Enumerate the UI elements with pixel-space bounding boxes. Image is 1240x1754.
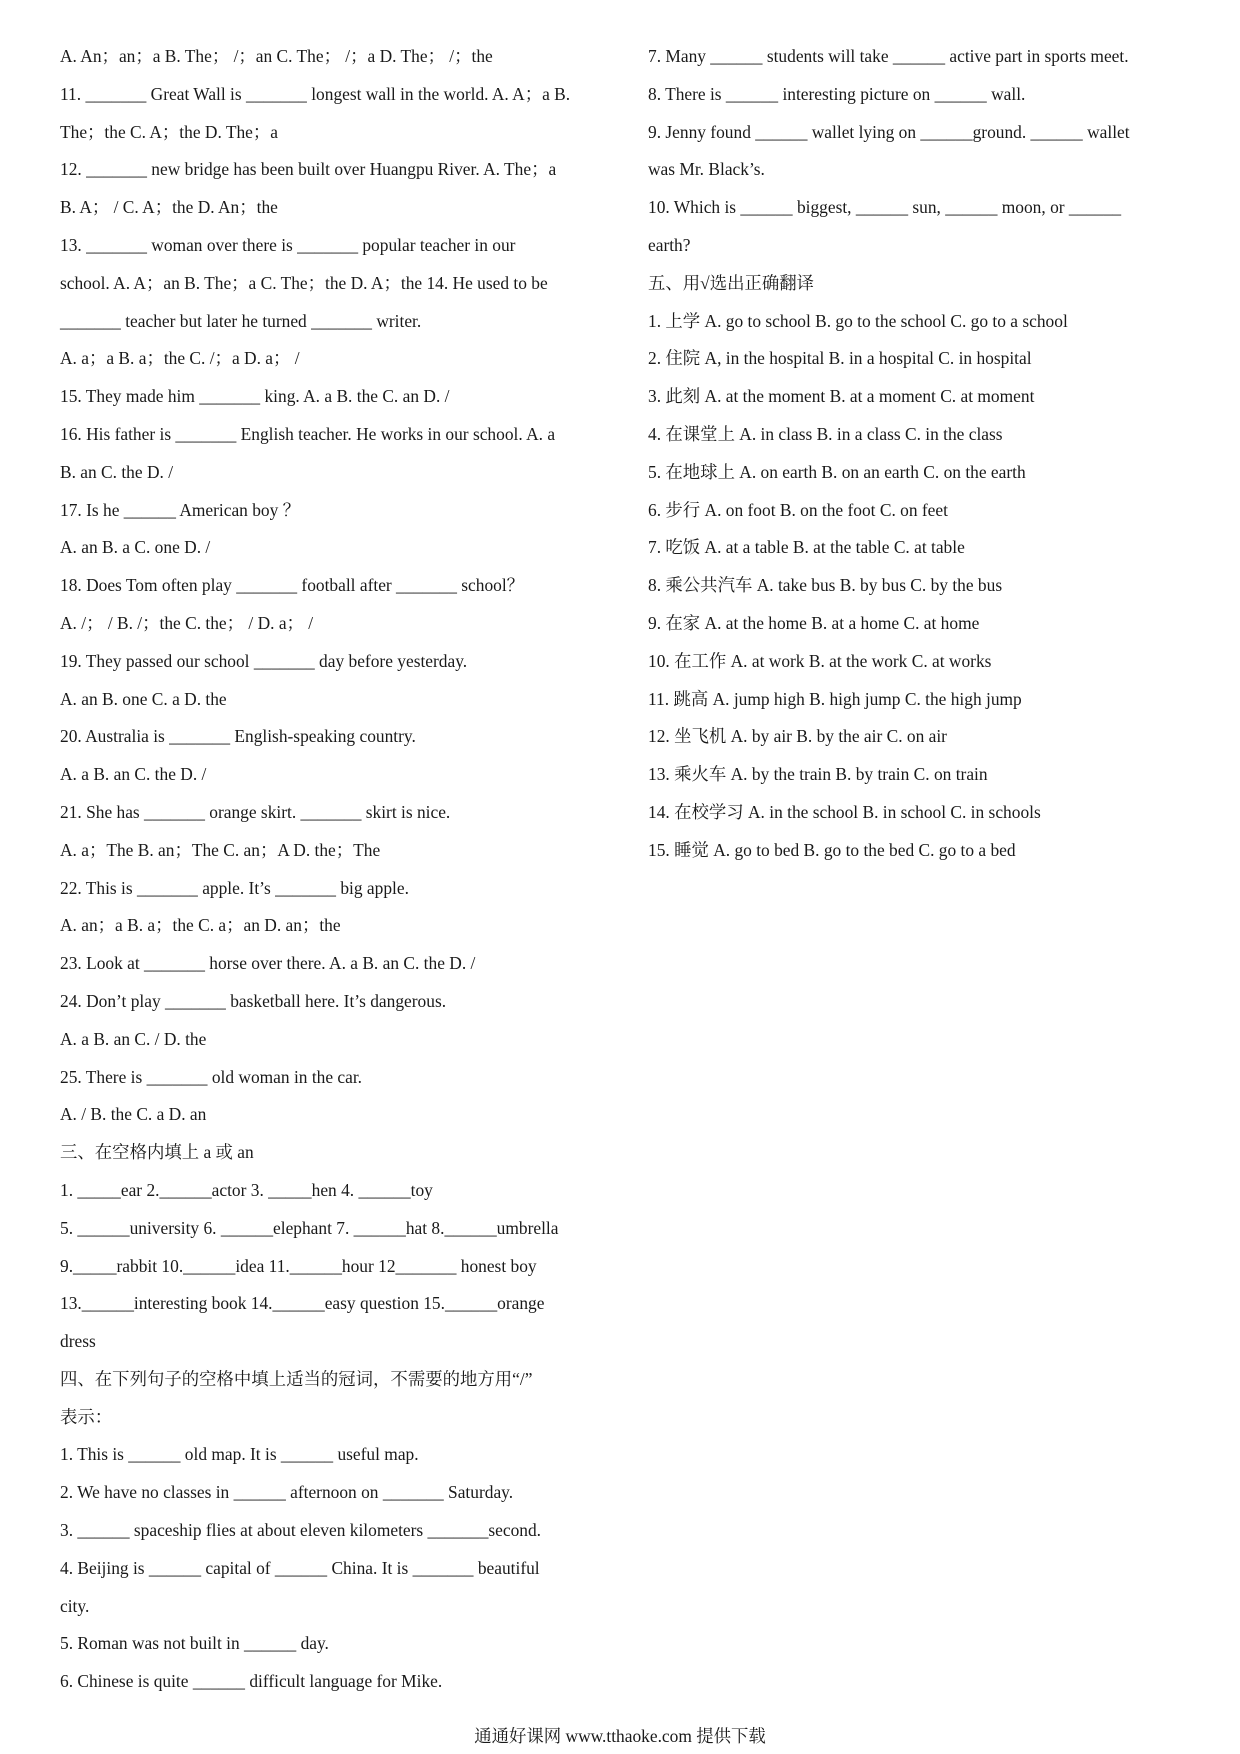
text-line: A. an B. one C. a D. the — [60, 688, 227, 709]
text-line: B. an C. the D. / — [60, 461, 174, 482]
text-line: 25. There is _______ old woman in the car. — [60, 1066, 363, 1087]
text-line: 1. 上学 A. go to school B. go to the school C. go to a school — [648, 310, 1068, 331]
text-line: 18. Does Tom often play _______ football after _______ school？ — [60, 575, 525, 596]
text-line: 7. 吃饭 A. at a table B. at the table C. at table — [648, 537, 965, 558]
text-line: A. a；The B. an；The C. an；A D. the；The — [60, 839, 381, 860]
text-line: 11. 跳高 A. jump high B. high jump C. the high jump — [648, 688, 1022, 709]
left-column — [60, 38, 620, 1701]
text-line: 8. 乘公共汽车 A. take bus B. by bus C. by the bus — [648, 575, 1003, 596]
text-line: earth? — [648, 234, 691, 255]
text-line: The；the C. A；the D. The；a — [60, 121, 278, 142]
text-line: 表示： — [60, 1406, 113, 1427]
text-line: 4. Beijing is ______ capital of ______ China. It is _______ beautiful — [60, 1557, 540, 1578]
text-line: 7. Many ______ students will take ______ active part in sports meet. — [648, 46, 1129, 66]
text-line: 10. Which is ______ biggest, ______ sun, ______ moon, or ______ — [648, 197, 1122, 218]
text-line: 16. His father is _______ English teacher. He works in our school. A. a — [60, 423, 556, 444]
right-column — [648, 38, 1188, 870]
text-line: 5. 在地球上 A. on earth B. on an earth C. on the earth — [648, 461, 1026, 482]
text-line: 10. 在工作 A. at work B. at the work C. at works — [648, 650, 992, 671]
text-line: 5. Roman was not built in ______ day. — [60, 1633, 329, 1654]
text-line: 14. 在校学习 A. in the school B. in school C. in schools — [648, 801, 1041, 822]
text-line: A. an；a B. a；the C. a；an D. an；the — [60, 915, 341, 936]
text-line: 22. This is _______ apple. It’s _______ big apple. — [60, 877, 409, 898]
text-line: 12. 坐飞机 A. by air B. by the air C. on air — [648, 726, 947, 747]
text-line: A. An；an；a B. The； /；an C. The； /；a D. The； /；the — [60, 46, 493, 66]
text-line: 15. 睡觉 A. go to bed B. go to the bed C. go to a bed — [648, 839, 1016, 860]
text-line: B. A； / C. A；the D. An；the — [60, 197, 278, 218]
text-line: 4. 在课堂上 A. in class B. in a class C. in the class — [648, 423, 1003, 444]
text-line: 17. Is he ______ American boy ？ — [60, 499, 301, 520]
text-line: 13. _______ woman over there is _______ popular teacher in our — [60, 234, 516, 255]
text-line: 23. Look at _______ horse over there. A. a B. an C. the D. / — [60, 953, 476, 974]
text-line: 5. ______university 6. ______elephant 7. ______hat 8.______umbrella — [60, 1217, 559, 1238]
text-line: 1. This is ______ old map. It is ______ useful map. — [60, 1444, 419, 1465]
page-footer: 通通好课网 www.tthaoke.com 提供下载 — [474, 1726, 766, 1746]
text-line: 四、在下列句子的空格中填上适当的冠词，不需要的地方用“/” — [60, 1368, 533, 1389]
text-line: 9. Jenny found ______ wallet lying on ______ground. ______ wallet — [648, 121, 1130, 142]
text-line: 20. Australia is _______ English-speaking country. — [60, 726, 416, 747]
text-line: A. a B. an C. / D. the — [60, 1028, 207, 1049]
text-line: 2. We have no classes in ______ afternoon on _______ Saturday. — [60, 1482, 514, 1503]
text-line: 21. She has _______ orange skirt. _______ skirt is nice. — [60, 801, 451, 822]
text-line: school. A. A；an B. The；a C. The；the D. A；the 14. He used to be — [60, 272, 548, 293]
text-line: 19. They passed our school _______ day before yesterday. — [60, 650, 468, 671]
text-line: 9._____rabbit 10.______idea 11.______hour 12_______ honest boy — [60, 1255, 537, 1276]
text-line: dress — [60, 1331, 96, 1352]
text-line: A. a；a B. a；the C. /；a D. a； / — [60, 348, 300, 369]
text-line: 2. 住院 A, in the hospital B. in a hospital C. in hospital — [648, 348, 1032, 369]
text-line: A. an B. a C. one D. / — [60, 537, 211, 558]
text-line: 三、在空格内填上 a 或 an — [60, 1142, 254, 1163]
text-line: _______ teacher but later he turned _______ writer. — [60, 310, 422, 331]
text-line: 13.______interesting book 14.______easy question 15.______orange — [60, 1293, 545, 1314]
text-line: 24. Don’t play _______ basketball here. It’s dangerous. — [60, 990, 447, 1011]
text-line: 11. _______ Great Wall is _______ longest wall in the world. A. A；a B. — [60, 83, 571, 104]
text-line: 13. 乘火车 A. by the train B. by train C. on train — [648, 764, 988, 785]
text-line: was Mr. Black’s. — [648, 159, 765, 180]
text-line: 15. They made him _______ king. A. a B. the C. an D. / — [60, 386, 450, 407]
text-line: 1. _____ear 2.______actor 3. _____hen 4. ______toy — [60, 1179, 433, 1200]
text-line: 五、用√选出正确翻译 — [648, 272, 815, 293]
text-line: A. / B. the C. a D. an — [60, 1104, 207, 1125]
text-line: 3. ______ spaceship flies at about eleven kilometers _______second. — [60, 1520, 542, 1541]
text-line: 9. 在家 A. at the home B. at a home C. at home — [648, 612, 980, 633]
text-line: 6. Chinese is quite ______ difficult language for Mike. — [60, 1671, 443, 1692]
text-line: 8. There is ______ interesting picture on ______ wall. — [648, 83, 1026, 104]
text-line: 6. 步行 A. on foot B. on the foot C. on feet — [648, 499, 948, 520]
text-line: A. a B. an C. the D. / — [60, 764, 207, 785]
text-line: 12. _______ new bridge has been built over Huangpu River. A. The；a — [60, 159, 557, 180]
text-line: city. — [60, 1595, 90, 1616]
text-line: A. /； / B. /；the C. the； / D. a； / — [60, 612, 314, 633]
text-line: 3. 此刻 A. at the moment B. at a moment C. at moment — [648, 386, 1035, 407]
